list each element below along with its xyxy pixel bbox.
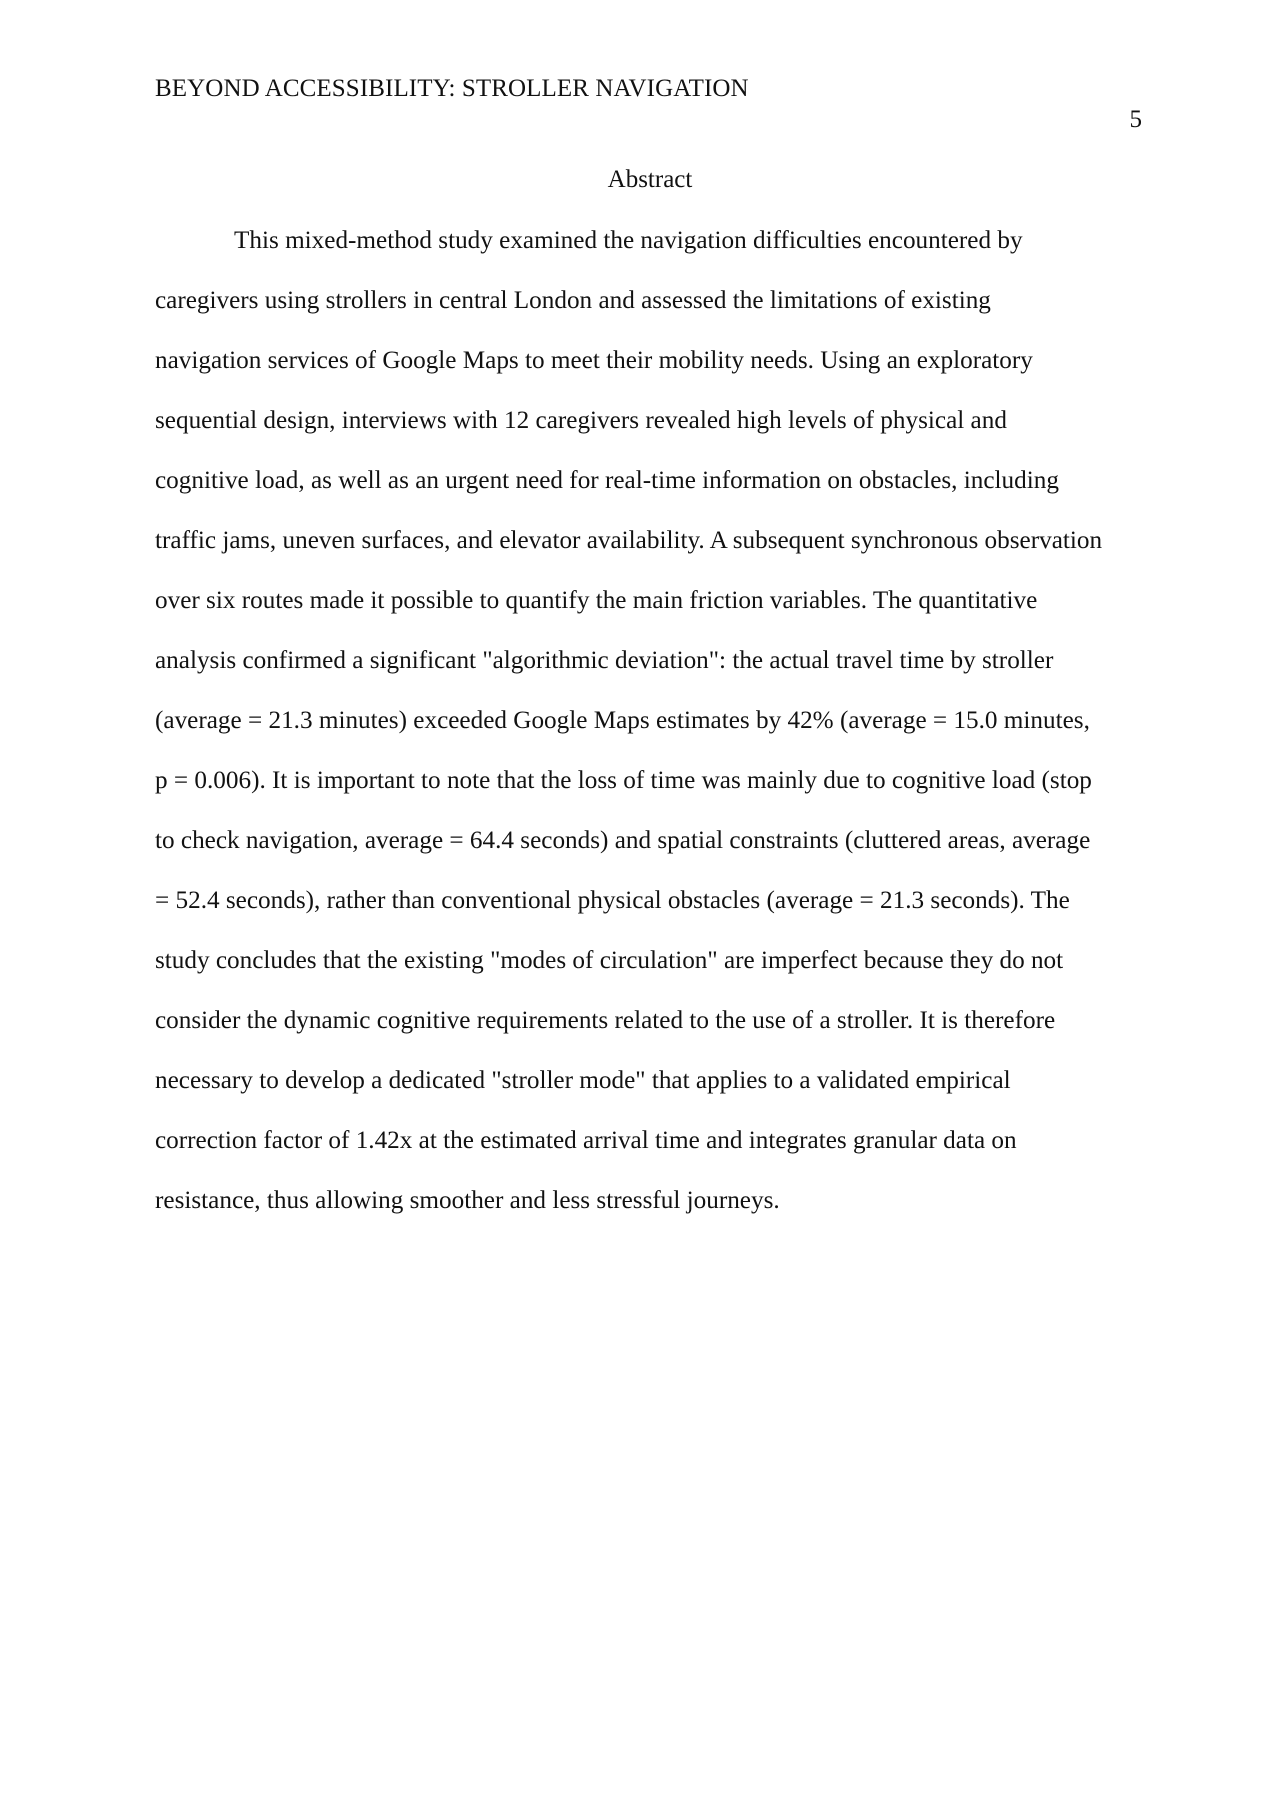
- abstract-line: consider the dynamic cognitive requirements related to the use of a stroller. It is therefore: [155, 1007, 1056, 1034]
- abstract-line: p = 0.006). It is important to note that the loss of time was mainly due to cognitive load (stop: [155, 767, 1092, 794]
- abstract-line: = 52.4 seconds), rather than conventional physical obstacles (average = 21.3 seconds). The: [155, 887, 1070, 914]
- abstract-line: over six routes made it possible to quantify the main friction variables. The quantitative: [155, 587, 1038, 614]
- abstract-body: [155, 222, 1102, 1242]
- abstract-line: caregivers using strollers in central London and assessed the limitations of existing: [155, 287, 991, 314]
- abstract-line: analysis confirmed a significant "algorithmic deviation": the actual travel time by stroller: [155, 647, 1054, 674]
- abstract-line: resistance, thus allowing smoother and less stressful journeys.: [155, 1187, 780, 1214]
- abstract-line: sequential design, interviews with 12 caregivers revealed high levels of physical and: [155, 407, 1007, 434]
- abstract-line: correction factor of 1.42x at the estimated arrival time and integrates granular data on: [155, 1127, 1017, 1154]
- abstract-line: cognitive load, as well as an urgent need for real-time information on obstacles, including: [155, 467, 1059, 494]
- abstract-line: This mixed-method study examined the navigation difficulties encountered by: [234, 227, 1023, 254]
- abstract-line: traffic jams, uneven surfaces, and elevator availability. A subsequent synchronous observation: [155, 527, 1103, 554]
- abstract-line: necessary to develop a dedicated "stroller mode" that applies to a validated empirical: [155, 1067, 1011, 1094]
- running-head: BEYOND ACCESSIBILITY: STROLLER NAVIGATION: [155, 75, 749, 102]
- page-number: 5: [1129, 106, 1142, 133]
- abstract-line: navigation services of Google Maps to meet their mobility needs. Using an exploratory: [155, 347, 1033, 374]
- abstract-line: (average = 21.3 minutes) exceeded Google Maps estimates by 42% (average = 15.0 minutes,: [155, 707, 1090, 734]
- abstract-heading: Abstract: [607, 166, 693, 193]
- abstract-line: to check navigation, average = 64.4 seconds) and spatial constraints (cluttered areas, average: [155, 827, 1091, 854]
- abstract-line: study concludes that the existing "modes of circulation" are imperfect because they do not: [155, 947, 1064, 974]
